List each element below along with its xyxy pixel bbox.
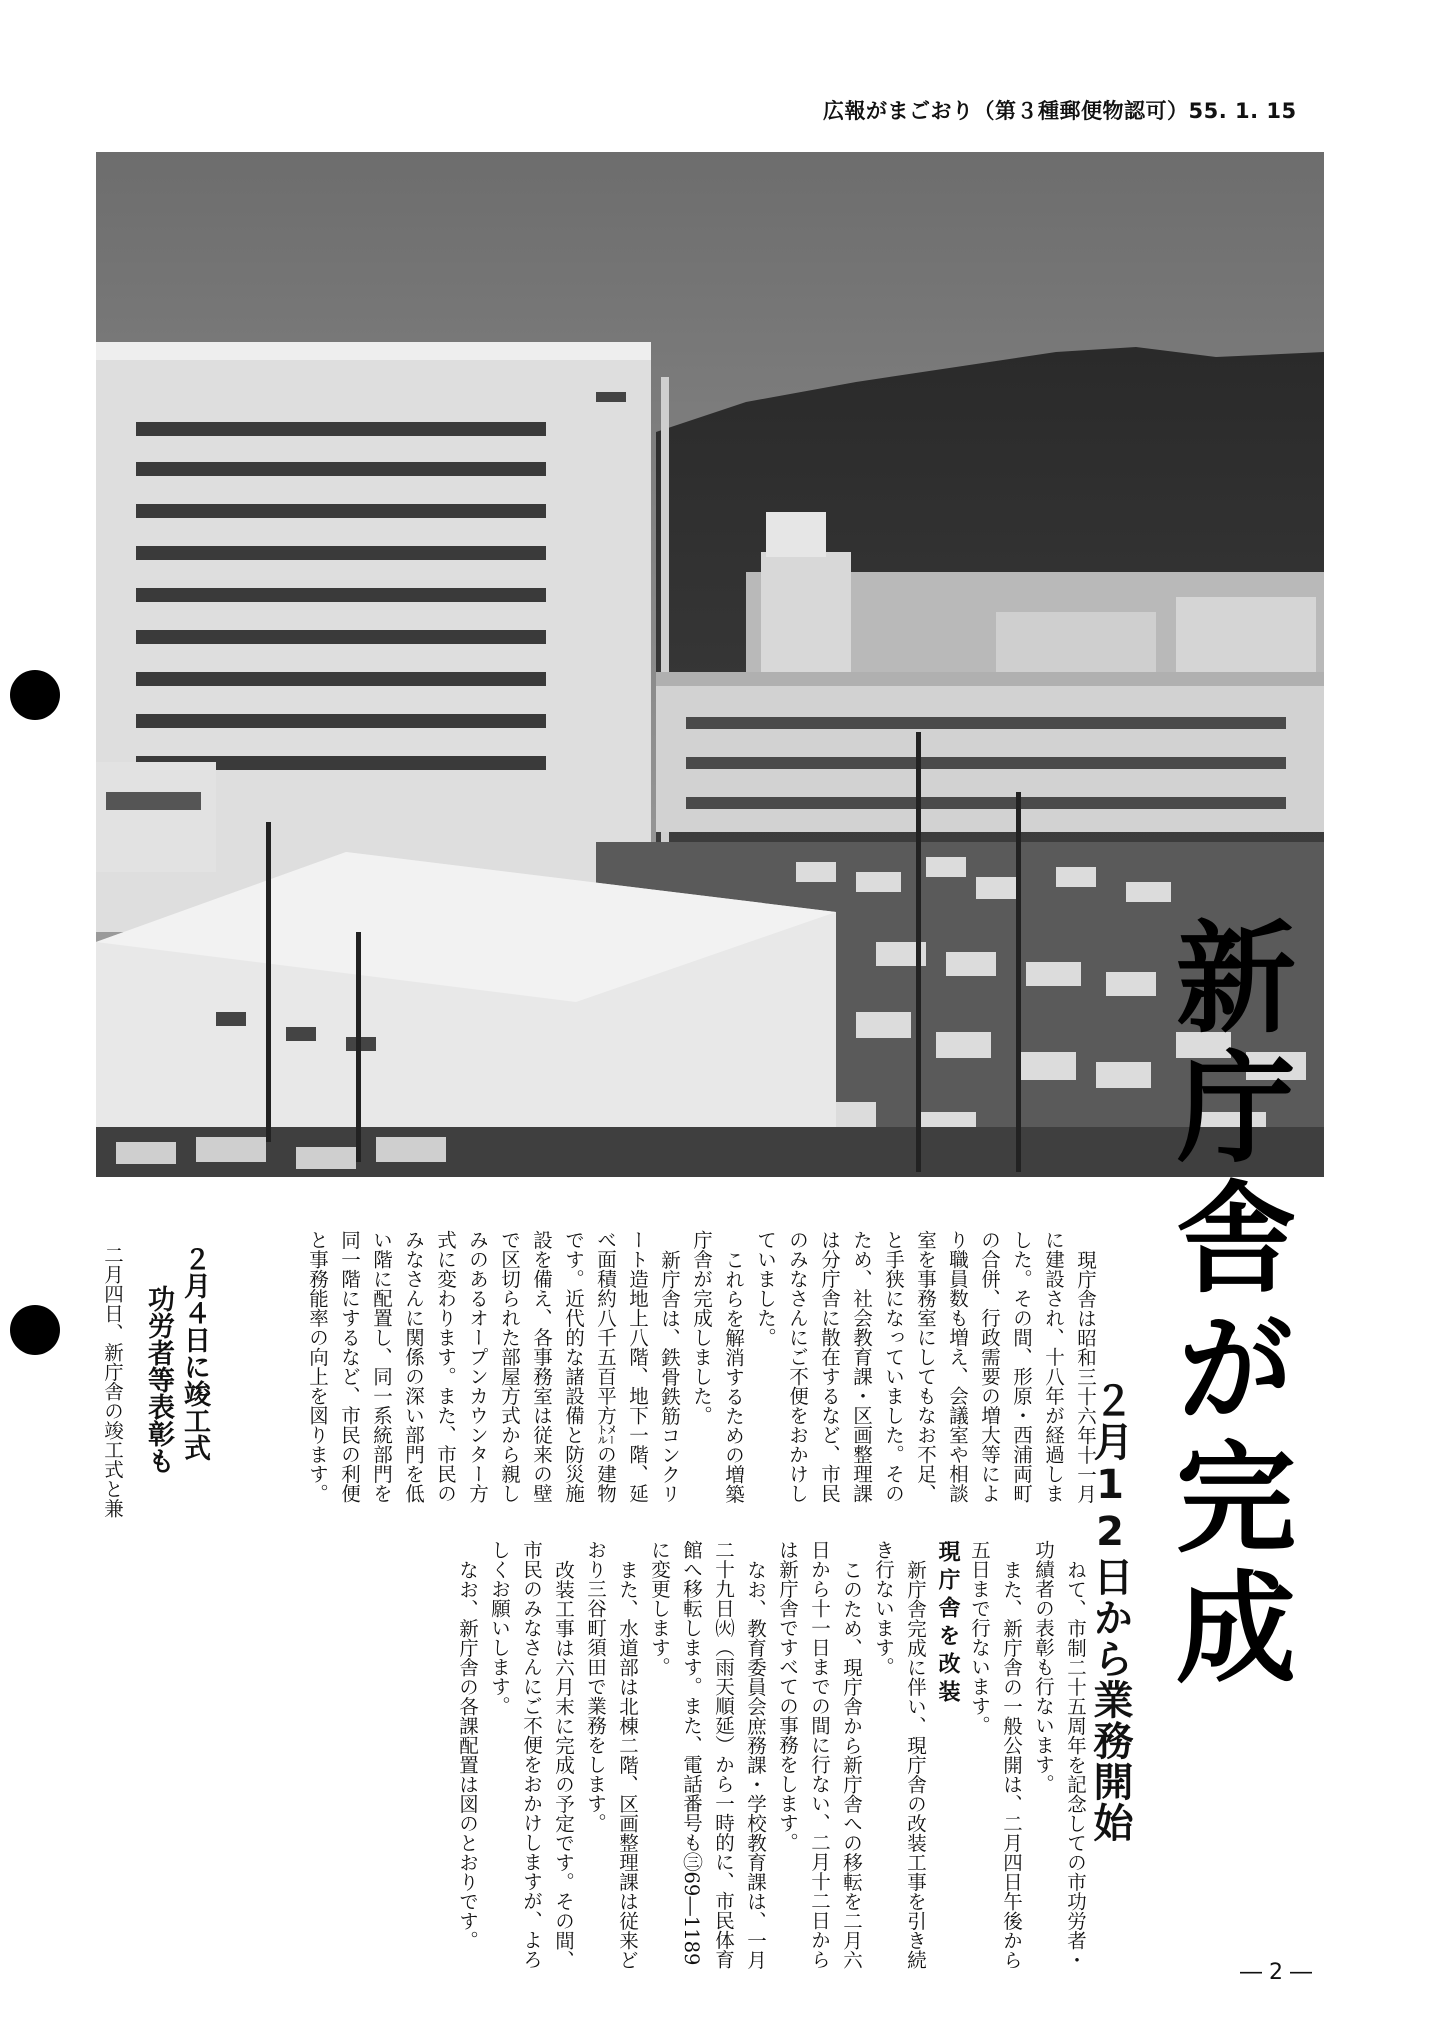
section-heading: 現庁舎を改装 [935,1540,960,1708]
ceremony-heading-line2: 功労者等表彰も [143,1285,174,1474]
article-top [301,1230,1101,1520]
binder-hole [10,1305,60,1355]
article-paragraph: 新庁舎は、鉄骨鉄筋コンクリート造地上八階、地下一階、延べ面積約八千五百平方㍍の建物です。近代的な諸設備と防災施設を備え、各事務室は従来の壁で区切られた部屋方式から親しみのあるオープンカウンター方式に変わります。また、市民のみなさんに関係の深い部門を低い階に配置し、同一系統部門を同一階にするなど、市民の利便と事務能率の向上を図ります。 [306,1230,681,1503]
headline-char: 完 [1156,1435,1295,1565]
headline-char: 庁 [1156,1045,1295,1175]
headline-title [1150,915,1300,1875]
binder-hole [10,670,60,720]
newsletter-header: 広報がまごおり（第３種郵便物認可）55. 1. 15 [823,99,1297,123]
article-bottom [451,1540,1091,1970]
article-paragraph: なお、教育委員会庶務課・学校教育課は、一月二十九日㈫（雨天順延）から一時的に、市民体育館へ移転します。また、電話番号も㊂69―1189に変更します。 [648,1540,767,1969]
article-paragraph: また、水道部は北棟二階、区画整理課は従来どおり三谷町須田で業務をします。 [584,1540,639,1969]
article-paragraph: なお、新庁舎の各課配置は図のとおりです。 [456,1559,479,1950]
ceremony-body: 二月四日、新庁舎の竣工式と兼 [101,1245,124,1518]
ceremony-heading [140,1245,212,1474]
headline-char: 成 [1156,1565,1295,1695]
new-city-hall-photo [96,152,1324,1177]
headline-char: 舎 [1156,1175,1295,1305]
article-paragraph: 新庁舎完成に伴い、現庁舎の改装工事を引き続き行ないます。 [872,1540,927,1969]
article-paragraph: 改装工事は六月末に完成の予定です。その間、市民のみなさんにご不便をおかけしますが、よろしくお願いします。 [488,1540,575,1969]
headline-char: が [1156,1305,1295,1435]
article-paragraph: 現庁舎は昭和三十六年十一月に建設され、十八年が経過しました。その間、形原・西浦両町の合併、行政需要の増大等により職員数も増え、会議室や相談室を事務室にしてもなお不足、と手狭になっていました。そのため、社会教育課・区画整理課は分庁舎に散在するなど、市民のみなさんにご不便をおかけしていました。 [754,1230,1097,1503]
ceremony-heading-line1: ２月４日に竣工式 [179,1245,210,1461]
headline-subtitle: ２月12日から業務開始 [1087,1380,1133,1843]
page-number: ― 2 ― [1240,1960,1312,1985]
article-paragraph: このため、現庁舎から新庁舎への移転を二月六日から十一日までの間に行ない、二月十二日からは新庁舎ですべての事務をします。 [776,1540,863,1969]
article-paragraph: また、新庁舎の一般公開は、二月四日午後から五日まで行ないます。 [968,1540,1023,1969]
article-paragraph: これらを解消するための増築庁舎が完成しました。 [690,1230,745,1503]
headline-char: 新 [1156,915,1295,1045]
article-paragraph: ねて、市制二十五周年を記念しての市功労者・功績者の表彰も行ないます。 [1032,1540,1087,1969]
